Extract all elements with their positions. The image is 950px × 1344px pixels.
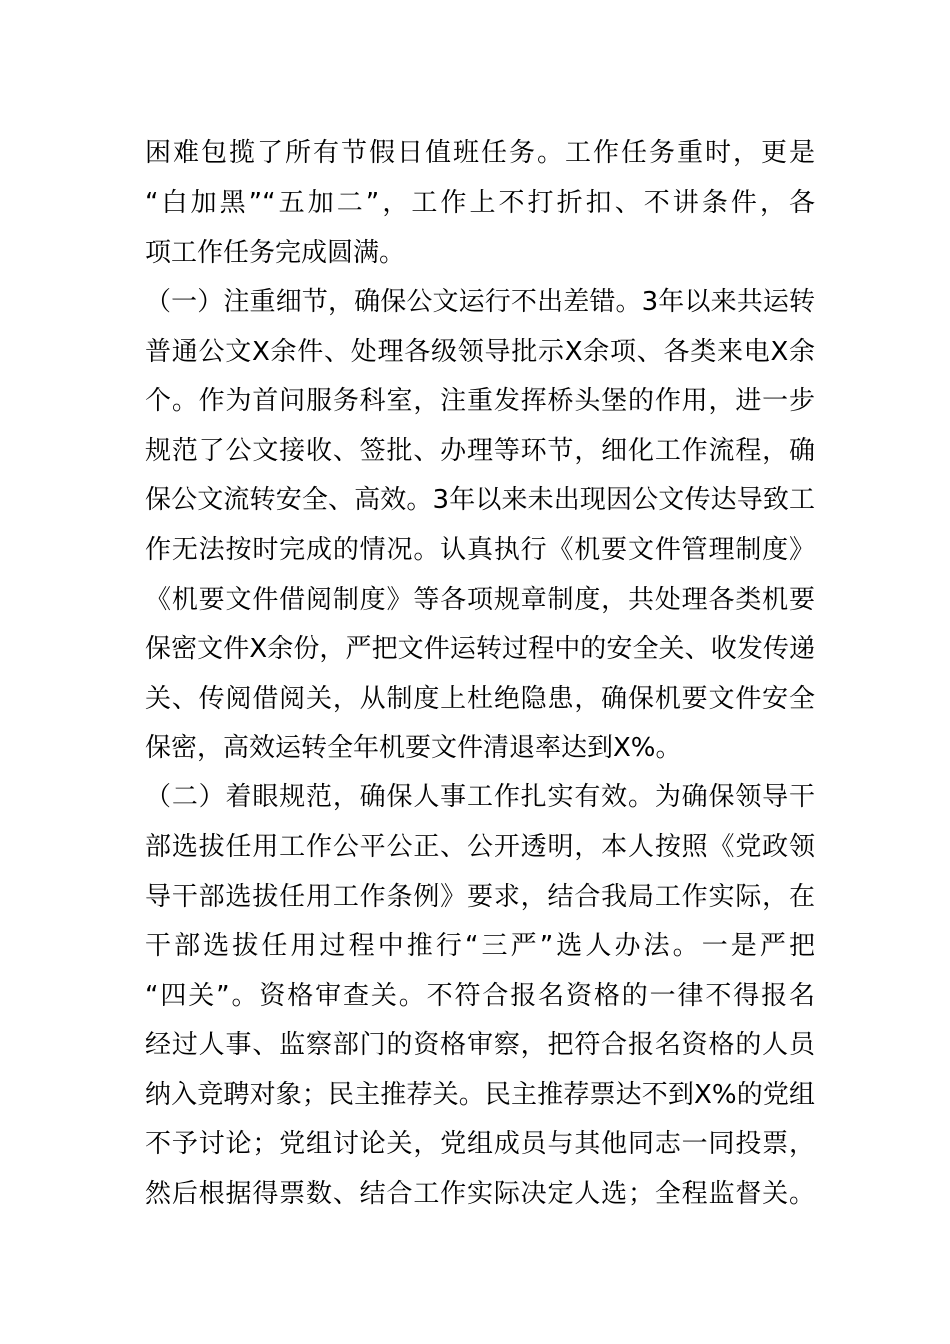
text-line: 导干部选拔任用工作条例》要求，结合我局工作实际，在 bbox=[145, 882, 815, 912]
text-line: 规范了公文接收、签批、办理等环节，细化工作流程，确 bbox=[145, 436, 815, 466]
text-line: 部选拔任用工作公平公正、公开透明，本人按照《党政领 bbox=[145, 832, 815, 862]
text-line: 保公文流转安全、高效。3年以来未出现因公文传达导致工 bbox=[145, 485, 815, 515]
text-line: 干部选拔任用过程中推行“三严”选人办法。一是严把 bbox=[145, 931, 815, 961]
text-line: 普通公文X余件、处理各级领导批示X余项、各类来电X余 bbox=[145, 337, 815, 367]
text-line: 项工作任务完成圆满。 bbox=[145, 238, 406, 268]
text-line: 然后根据得票数、结合工作实际决定人选；全程监督关。 bbox=[145, 1179, 815, 1209]
text-line: 作无法按时完成的情况。认真执行《机要文件管理制度》 bbox=[145, 535, 815, 565]
text-line: 《机要文件借阅制度》等各项规章制度，共处理各类机要 bbox=[145, 585, 815, 615]
text-line: （二）着眼规范，确保人事工作扎实有效。为确保领导干 bbox=[145, 782, 815, 812]
text-line: 保密文件X余份，严把文件运转过程中的安全关、收发传递 bbox=[145, 634, 815, 664]
text-line: 保密，高效运转全年机要文件清退率达到X%。 bbox=[145, 733, 682, 763]
text-line: 纳入竞聘对象；民主推荐关。民主推荐票达不到X%的党组 bbox=[145, 1080, 815, 1110]
text-line: 困难包揽了所有节假日值班任务。工作任务重时，更是 bbox=[145, 138, 815, 168]
text-line: “白加黑”“五加二”，工作上不打折扣、不讲条件，各 bbox=[145, 188, 815, 218]
text-line: 个。作为首问服务科室，注重发挥桥头堡的作用，进一步 bbox=[145, 386, 815, 416]
text-line: 关、传阅借阅关，从制度上杜绝隐患，确保机要文件安全 bbox=[145, 684, 815, 714]
text-line: “四关”。资格审查关。不符合报名资格的一律不得报名 bbox=[145, 981, 815, 1011]
text-line: 经过人事、监察部门的资格审察，把符合报名资格的人员 bbox=[145, 1030, 815, 1060]
text-line: 不予讨论；党组讨论关，党组成员与其他同志一同投票， bbox=[145, 1129, 815, 1159]
text-line: （一）注重细节，确保公文运行不出差错。3年以来共运转 bbox=[145, 287, 815, 317]
